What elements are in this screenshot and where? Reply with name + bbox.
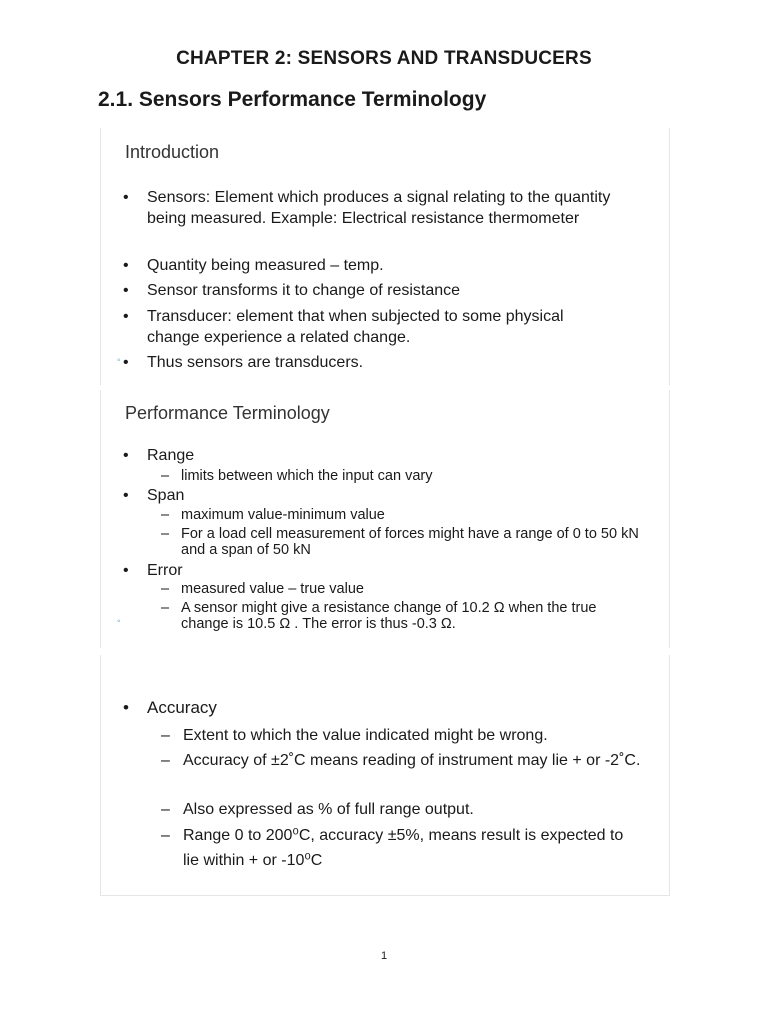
bullet-icon: • — [123, 354, 129, 371]
list-item — [123, 255, 623, 276]
sub-list-item — [161, 581, 641, 597]
bullet-icon: • — [123, 562, 129, 579]
dash-icon: – — [161, 727, 170, 744]
sub-bullet-text: limits between which the input can vary — [181, 468, 433, 484]
sub-list-item — [161, 468, 641, 484]
sub-list-item — [161, 748, 641, 773]
list-item — [123, 445, 623, 466]
chapter-title: CHAPTER 2: SENSORS AND TRANSDUCERS — [176, 48, 592, 69]
slide-accuracy — [100, 655, 670, 896]
sub-list-item — [161, 507, 641, 523]
sub-list-item — [161, 526, 641, 558]
bullet-icon: • — [123, 487, 129, 504]
page-number: 1 — [380, 950, 388, 962]
sub-bullet-text: measured value – true value — [181, 581, 364, 597]
bullet-text: Transducer: element that when subjected to some physical change experience a related change. — [147, 308, 564, 346]
sub-list-item — [161, 797, 641, 822]
bullet-text: Span — [147, 487, 185, 504]
sub-list-item — [161, 600, 641, 632]
list-item — [123, 187, 623, 229]
dash-icon: – — [161, 507, 170, 523]
list-item — [123, 560, 623, 581]
bullet-text: Thus sensors are transducers. — [147, 354, 364, 371]
bullet-icon: • — [123, 282, 129, 299]
bullet-text: Range — [147, 447, 195, 464]
dash-icon: – — [161, 801, 170, 818]
slide-performance-terminology — [100, 390, 670, 648]
sub-bullet-text: For a load cell measurement of forces might have a range of 0 to 50 kN and a span of 50 kN — [181, 526, 639, 558]
bullet-icon: • — [123, 189, 129, 206]
list-item — [123, 306, 593, 348]
bullet-text: Error — [147, 562, 183, 579]
bullet-text: Sensor transforms it to change of resistance — [147, 282, 461, 299]
list-item — [123, 280, 623, 301]
bullet-icon: • — [123, 308, 129, 325]
bullet-icon: • — [123, 447, 129, 464]
dash-icon: – — [161, 827, 170, 844]
bullet-text: Quantity being measured – temp. — [147, 257, 384, 274]
sub-bullet-text: A sensor might give a resistance change of 10.2 Ω when the true change is 10.5 Ω . The error is thus -0.3 Ω. — [181, 600, 597, 632]
bullet-text: Sensors: Element which produces a signal relating to the quantity being measured. Example: Electrical resistance thermometer — [147, 189, 611, 227]
sub-bullet-text: Also expressed as % of full range output. — [183, 801, 474, 818]
slide-heading: Introduction — [125, 142, 220, 162]
dash-icon: – — [161, 600, 170, 616]
dash-icon: – — [161, 752, 170, 769]
slide-introduction — [100, 128, 670, 385]
sub-bullet-text: Range 0 to 200⁰C, accuracy ±5%, means result is expected to lie within + or -10⁰C — [183, 827, 624, 869]
dash-icon: – — [161, 468, 170, 484]
section-title: 2.1. Sensors Performance Terminology — [98, 88, 487, 111]
bullet-icon: • — [123, 257, 129, 274]
list-item — [123, 352, 623, 373]
list-item — [123, 697, 623, 718]
bullet-text: Accuracy — [147, 698, 217, 717]
sub-list-item — [161, 723, 641, 748]
slide-marker-icon: ◦ — [117, 355, 121, 366]
bullet-icon: • — [123, 698, 129, 717]
dash-icon: – — [161, 581, 170, 597]
sub-list-item — [161, 823, 641, 873]
dash-icon: – — [161, 526, 170, 542]
sub-bullet-text: Extent to which the value indicated might be wrong. — [183, 727, 548, 744]
list-item — [123, 485, 623, 506]
sub-bullet-text: maximum value-minimum value — [181, 507, 385, 523]
slide-heading: Performance Terminology — [125, 403, 330, 423]
slide-marker-icon: ◦ — [117, 616, 121, 627]
sub-bullet-text: Accuracy of ±2˚C means reading of instrument may lie + or -2˚C. — [183, 752, 641, 769]
